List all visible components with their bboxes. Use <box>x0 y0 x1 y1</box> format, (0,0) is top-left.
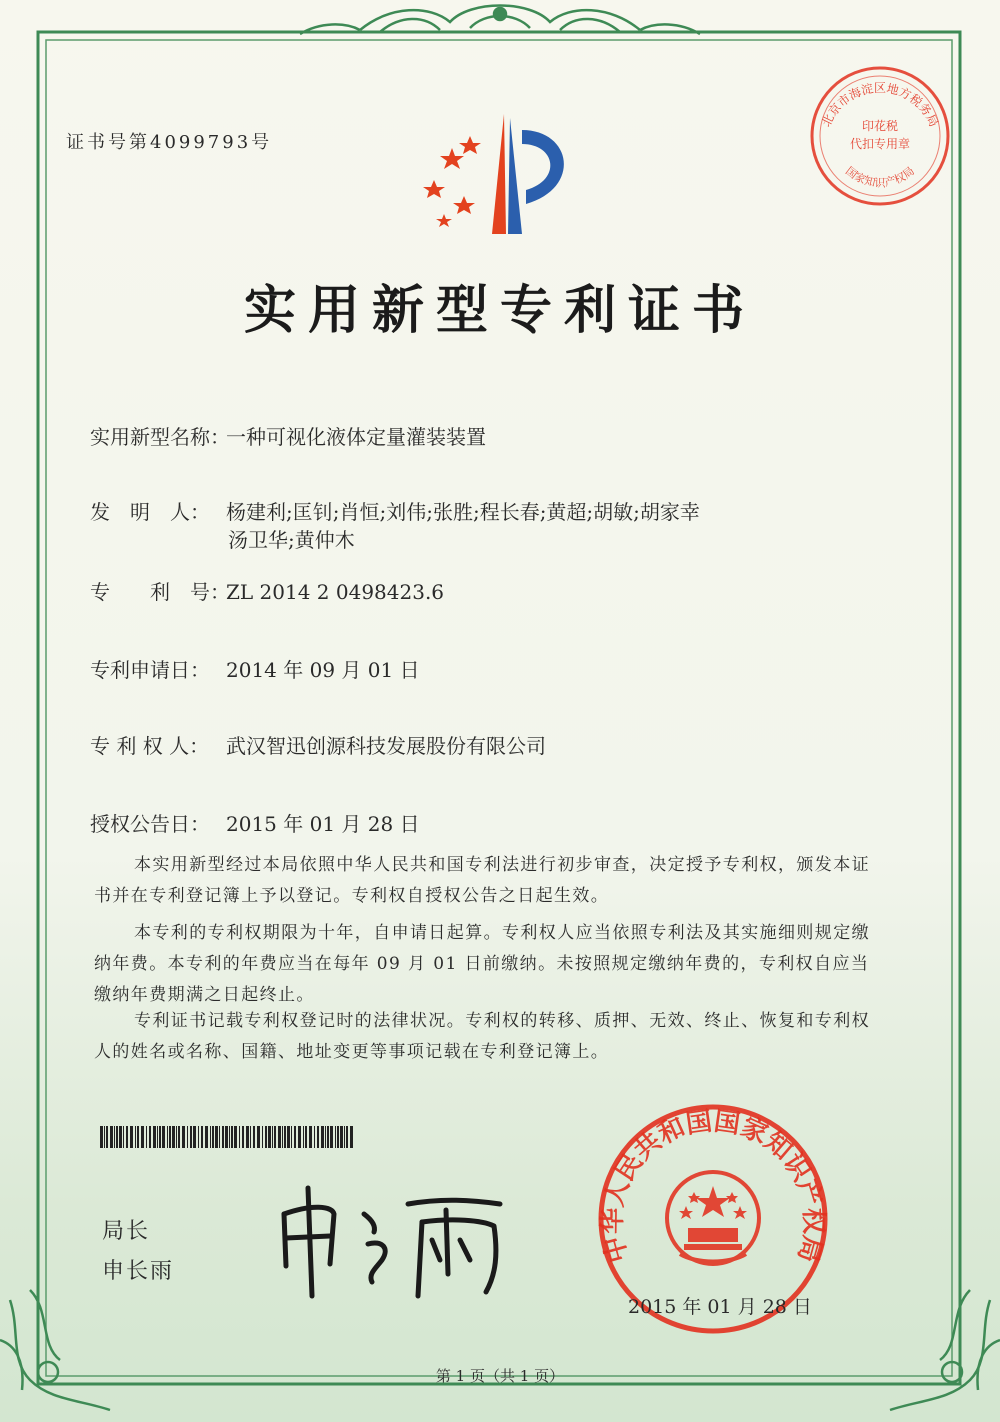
seal-date: 2015 年 01 月 28 日 <box>628 1296 812 1318</box>
barcode-bar <box>294 1126 296 1148</box>
barcode-bar <box>231 1126 233 1148</box>
inventors-line-2: 汤卫华;黄仲木 <box>228 528 355 552</box>
barcode-bar <box>141 1126 144 1148</box>
barcode-bar <box>305 1126 307 1148</box>
barcode-bar <box>344 1126 345 1148</box>
tax-seal-outer-text: 北京市海淀区地方税务局 <box>818 81 942 129</box>
field-value: 杨建利;匡钊;肖恒;刘伟;张胜;程长春;黄超;胡敏;胡家幸 <box>226 500 700 524</box>
statement-paragraph-1: 本实用新型经过本局依照中华人民共和国专利法进行初步审查，决定授予专利权，颁发本证书并在专利登记簿上予以登记。专利权自授权公告之日起生效。 <box>94 855 870 906</box>
field-value: 一种可视化液体定量灌装装置 <box>226 425 486 449</box>
field-label: 专利申请日： <box>90 658 210 682</box>
barcode-bar <box>201 1126 203 1148</box>
barcode-bar <box>137 1126 139 1148</box>
barcode-bar <box>265 1126 267 1148</box>
certificate-number: 证书号第4099793号 <box>66 132 273 153</box>
barcode-bar <box>167 1126 168 1148</box>
barcode-bar <box>303 1126 304 1148</box>
field-label: 实用新型名称： <box>90 425 230 449</box>
barcode-bar <box>210 1126 211 1148</box>
barcode-bar <box>346 1126 348 1148</box>
barcode-bar <box>176 1126 177 1148</box>
top-ornament <box>300 6 700 35</box>
field-patent-number <box>90 576 444 605</box>
barcode-bar <box>123 1126 124 1148</box>
barcode-bar <box>284 1126 286 1148</box>
barcode-bar <box>282 1126 283 1148</box>
barcode-bar <box>234 1126 237 1148</box>
field-value: 2015 年 01 月 28 日 <box>226 812 420 836</box>
barcode-bar <box>153 1126 156 1148</box>
director-title: 局长 <box>102 1219 151 1244</box>
barcode-bar <box>335 1126 336 1148</box>
barcode <box>100 1126 356 1148</box>
barcode-bar <box>172 1126 175 1148</box>
field-patentee <box>90 730 546 759</box>
director-name: 申长雨 <box>102 1259 175 1284</box>
barcode-bar <box>219 1126 220 1148</box>
barcode-bar <box>330 1126 333 1148</box>
barcode-bar <box>193 1126 196 1148</box>
field-inventors <box>90 496 700 525</box>
barcode-bar <box>225 1126 228 1148</box>
barcode-bar <box>190 1126 192 1148</box>
barcode-bar <box>325 1126 326 1148</box>
barcode-bar <box>253 1126 255 1148</box>
barcode-bar <box>287 1126 290 1148</box>
page-number: 第 1 页（共 1 页） <box>435 1367 565 1385</box>
barcode-bar <box>298 1126 301 1148</box>
field-utility-model-name <box>90 421 486 450</box>
field-label: 发 明 人： <box>90 500 210 524</box>
barcode-bar <box>278 1126 281 1148</box>
barcode-bar <box>257 1126 260 1148</box>
barcode-bar <box>350 1126 353 1148</box>
barcode-bar <box>239 1126 240 1148</box>
barcode-bar <box>229 1126 230 1148</box>
statement-paragraph-3: 专利证书记载专利权登记时的法律状况。专利权的转移、质押、无效、终止、恢复和专利权人的姓名或名称、国籍、地址变更等事项记载在专利登记簿上。 <box>94 1011 870 1062</box>
barcode-bar <box>157 1126 158 1148</box>
barcode-bar <box>116 1126 118 1148</box>
barcode-bar <box>274 1126 276 1148</box>
director-signature <box>272 1174 512 1304</box>
barcode-bar <box>114 1126 115 1148</box>
barcode-bar <box>242 1126 244 1148</box>
barcode-bar <box>272 1126 273 1148</box>
certificate-title: 实用新型专利证书 <box>243 280 756 341</box>
barcode-bar <box>110 1126 113 1148</box>
svg-text:国家知识产权局 <box>843 164 917 189</box>
barcode-bar <box>250 1126 251 1148</box>
barcode-bar <box>321 1126 324 1148</box>
seal-arc-text: 中华人民共和国国家知识产权局 <box>597 1106 829 1266</box>
barcode-bar <box>130 1126 133 1148</box>
field-grant-date <box>90 808 420 837</box>
barcode-bar <box>205 1126 208 1148</box>
barcode-bar <box>162 1126 165 1148</box>
barcode-bar <box>135 1126 136 1148</box>
barcode-bar <box>182 1126 185 1148</box>
barcode-bar <box>327 1126 329 1148</box>
barcode-bar <box>212 1126 214 1148</box>
barcode-bar <box>198 1126 199 1148</box>
tax-seal-stamp <box>806 62 954 210</box>
cnipa-logo-icon <box>422 108 586 238</box>
field-value: 武汉智迅创源科技发展股份有限公司 <box>226 734 546 758</box>
tax-seal-inner-text-1: 印花税 <box>861 119 899 133</box>
barcode-bar <box>309 1126 312 1148</box>
barcode-bar <box>178 1126 180 1148</box>
barcode-bar <box>262 1126 263 1148</box>
barcode-bar <box>149 1126 151 1148</box>
barcode-bar <box>268 1126 271 1148</box>
barcode-bar <box>146 1126 147 1148</box>
statement-paragraph-2: 本专利的专利权期限为十年，自申请日起算。专利权人应当依照专利法及其实施细则规定缴纳年费。本专利的年费应当在每年 09 月 01 日前缴纳。未按照规定缴纳年费的，专利权自应当缴纳年费期满之日起终止。 <box>94 923 870 1005</box>
field-label: 授权公告日： <box>90 812 210 836</box>
barcode-bar <box>337 1126 339 1148</box>
tax-seal-inner-text-2: 代扣专用章 <box>849 137 911 151</box>
field-label: 专 利 权 人： <box>90 734 210 758</box>
bottom-left-ornament <box>0 1290 110 1410</box>
field-value: ZL 2014 2 0498423.6 <box>226 580 445 604</box>
field-value: 2014 年 09 月 01 日 <box>226 658 420 682</box>
national-emblem-icon <box>667 1172 759 1264</box>
barcode-bar <box>187 1126 188 1148</box>
barcode-bar <box>100 1126 103 1148</box>
barcode-bar <box>246 1126 249 1148</box>
barcode-bar <box>119 1126 122 1148</box>
field-label: 专 利 号： <box>90 580 230 604</box>
barcode-bar <box>317 1126 319 1148</box>
barcode-bar <box>222 1126 224 1148</box>
barcode-bar <box>104 1126 105 1148</box>
barcode-bar <box>169 1126 171 1148</box>
barcode-bar <box>291 1126 292 1148</box>
bottom-right-ornament <box>890 1290 1000 1410</box>
barcode-bar <box>126 1126 128 1148</box>
barcode-bar <box>159 1126 161 1148</box>
barcode-bar <box>340 1126 343 1148</box>
field-application-date <box>90 654 420 683</box>
barcode-bar <box>314 1126 315 1148</box>
tax-seal-bottom-text: 国家知识产权局 <box>843 164 917 190</box>
barcode-bar <box>215 1126 218 1148</box>
barcode-bar <box>106 1126 108 1148</box>
